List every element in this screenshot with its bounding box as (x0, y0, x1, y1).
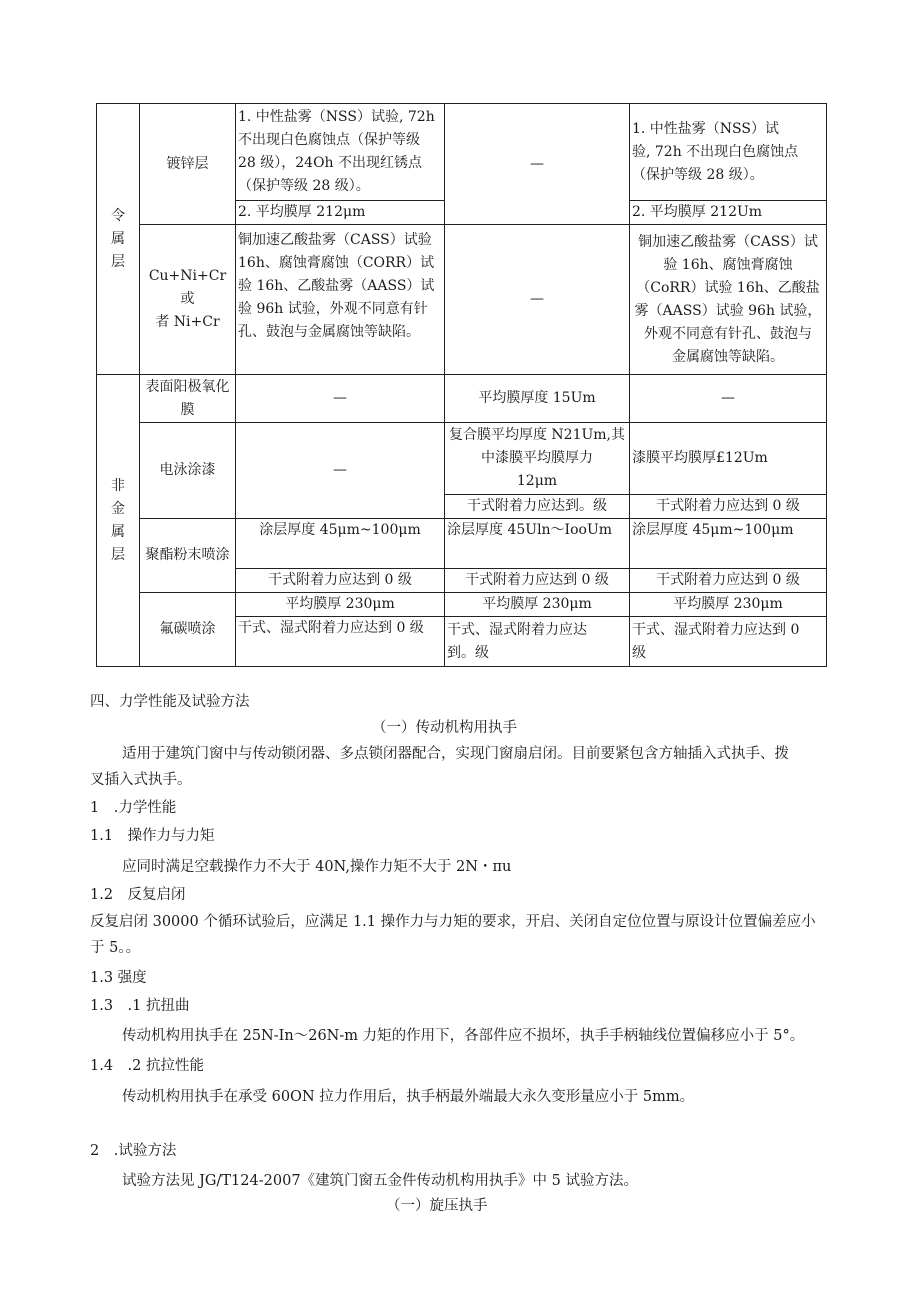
powder-col2-thickness: 涂层厚度 45Uln～IooUm (445, 519, 630, 569)
zinc-layer-name: 镀锌层 (140, 104, 236, 225)
fluoro-col3-adhesion: 干式、湿式附着力应达到 0 级 (630, 617, 827, 667)
fluoro-col1-thickness: 平均膜厚 230μm (236, 593, 445, 617)
zinc-col3-test: 1. 中性盐雾（NSS）试 验, 72h 不出现白色腐蚀点 （保护等级 28 级）。 (630, 104, 827, 201)
fluoro-col2-thickness: 平均膜厚 230μm (445, 593, 630, 617)
paragraph-1-3-1: 传动机构用执手在 25N-In～26N-m 力矩的作用下，各部件应不损坏，执手手柄轴线位置偏移应小于 5°。 (122, 1028, 805, 1044)
heading-1-4: 1.4 .2 抗拉性能 (90, 1058, 205, 1074)
fluoro-col1-adhesion: 干式、湿式附着力应达到 0 级 (236, 617, 445, 667)
powder-col3-adhesion: 干式附着力应达到 0 级 (630, 569, 827, 593)
zinc-col1-test: 1. 中性盐雾（NSS）试验, 72h 不出现白色腐蚀点（保护等级 28 级），24Oh 不出现红锈点 （保护等级 28 级）。 (236, 104, 445, 201)
heading-1-2: 1.2 反复启闭 (90, 887, 186, 903)
powder-col1-thickness: 涂层厚度 45μm~100μm (236, 519, 445, 569)
electro-col1: — (236, 423, 445, 519)
fluoro-col2-adhesion: 干式、湿式附着力应达 到。级 (445, 617, 630, 667)
powder-col3-thickness: 涂层厚度 45μm~100μm (630, 519, 827, 569)
powder-layer-name: 聚酯粉末喷涂 (140, 519, 236, 593)
paragraph-1-4: 传动机构用执手在承受 60ON 拉力作用后，执手柄最外端最大永久变形量应小于 5mm。 (122, 1089, 695, 1105)
electro-col2-thickness: 复合膜平均厚度 N21Um,其 中漆膜平均膜厚力 12μm (445, 423, 630, 495)
paragraph-1-2-line2: 于 5。。 (90, 940, 141, 956)
heading-1-1: 1.1 操作力与力矩 (90, 828, 215, 844)
zinc-col2: — (445, 104, 630, 225)
paragraph-test-methods: 试验方法见 JG/T124-2007《建筑门窗五金件传动机构用执手》中 5 试验方法。 (122, 1173, 638, 1189)
metal-layer-category: 令 属 层 (97, 104, 140, 375)
heading-test-methods: 2 .试验方法 (90, 1143, 177, 1159)
cunicr-col1: 铜加速乙酸盐雾（CASS）试验 16h、腐蚀膏腐蚀（CORR）试 验 16h、乙酸盐雾（AASS）试 验 96h 试验，外观不同意有针 孔、鼓泡与金属腐蚀等缺陷。 (236, 225, 445, 375)
heading-mechanical: 1 .力学性能 (90, 800, 177, 816)
paragraph-1-2-line1: 反复启闭 30000 个循环试验后，应满足 1.1 操作力与力矩的要求，开启、关闭自定位位置与原设计位置偏差应小 (90, 914, 816, 930)
subsection-title-1: （一）传动机构用执手 (372, 720, 517, 736)
section-heading-4: 四、力学性能及试验方法 (90, 694, 250, 710)
fluoro-col3-thickness: 平均膜厚 230μm (630, 593, 827, 617)
cunicr-layer-name: Cu+Ni+Cr 或 者 Ni+Cr (140, 225, 236, 375)
cunicr-col2: — (445, 225, 630, 375)
electro-col3-adhesion: 干式附着力应达到 0 级 (630, 495, 827, 519)
electro-col2-adhesion: 干式附着力应达到。级 (445, 495, 630, 519)
nonmetal-layer-category: 非 金 属 层 (97, 375, 140, 667)
intro-paragraph-line1: 适用于建筑门窗中与传动锁闭器、多点锁闭器配合，实现门窗扇启闭。目前要紧包含方轴插入式执手、拨 (122, 746, 789, 762)
powder-col2-adhesion: 干式附着力应达到 0 级 (445, 569, 630, 593)
anodic-col2: 平均膜厚度 15Um (445, 375, 630, 423)
paragraph-1-1: 应同时满足空载操作力不大于 40N,操作力矩不大于 2N・πu (122, 859, 512, 875)
anodic-col3: — (630, 375, 827, 423)
zinc-col3-thickness: 2. 平均膜厚 212Um (630, 201, 827, 225)
electro-layer-name: 电泳涂漆 (140, 423, 236, 519)
intro-paragraph-line2: 叉插入式执手。 (90, 772, 192, 788)
fluoro-layer-name: 氟碳喷涂 (140, 593, 236, 667)
coating-spec-table (96, 103, 827, 667)
powder-col1-adhesion: 干式附着力应达到 0 级 (236, 569, 445, 593)
zinc-col1-thickness: 2. 平均膜厚 212μm (236, 201, 445, 225)
subsection-title-2: （一）旋压执手 (386, 1198, 488, 1214)
anodic-layer-name: 表面阳极氧化 膜 (140, 375, 236, 423)
heading-1-3: 1.3 强度 (90, 970, 147, 986)
anodic-col1: — (236, 375, 445, 423)
heading-1-3-1: 1.3 .1 抗扭曲 (90, 998, 190, 1014)
electro-col3-thickness: 漆膜平均膜厚£12Um (630, 423, 827, 495)
cunicr-col3: 铜加速乙酸盐雾（CASS）试 验 16h、腐蚀膏腐蚀 （CoRR）试验 16h、乙酸盐 雾（AASS）试验 96h 试验， 外观不同意有针孔、鼓泡与 金属腐蚀等缺陷。 (630, 225, 827, 375)
